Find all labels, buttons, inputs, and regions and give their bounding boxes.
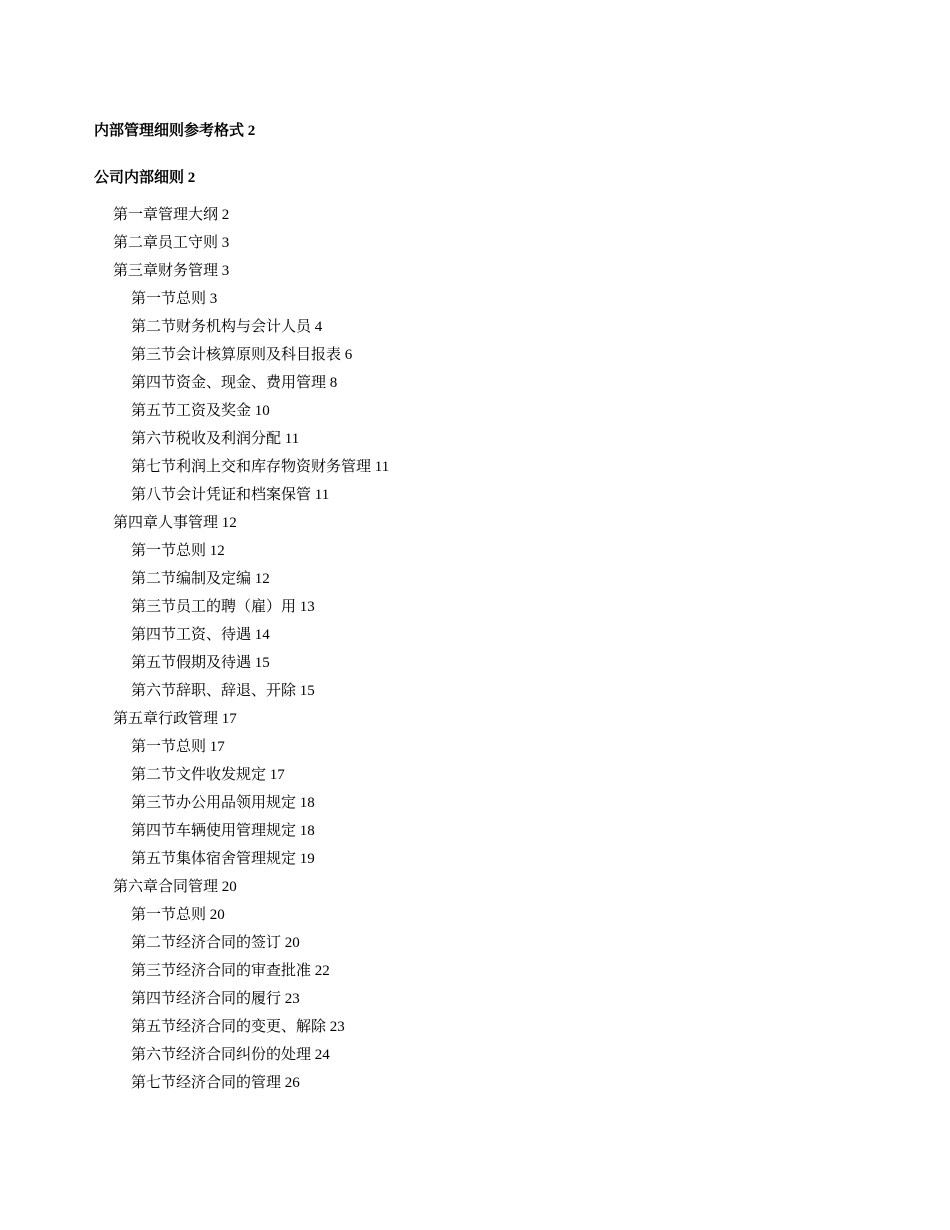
toc-section-entry[interactable]: 第七节利润上交和库存物资财务管理 11 [131, 459, 390, 475]
toc-section-entry[interactable]: 第七节经济合同的管理 26 [131, 1075, 300, 1091]
toc-section-entry[interactable]: 第二节文件收发规定 17 [131, 767, 285, 783]
toc-section-entry[interactable]: 第八节会计凭证和档案保管 11 [131, 487, 330, 503]
toc-chapter-entry[interactable]: 第二章员工守则 3 [113, 235, 230, 251]
toc-section-entry[interactable]: 第一节总则 20 [131, 907, 225, 923]
toc-section-entry[interactable]: 第三节经济合同的审查批准 22 [131, 963, 330, 979]
toc-section-entry[interactable]: 第六节辞职、辞退、开除 15 [131, 683, 315, 699]
toc-section-entry[interactable]: 第一节总则 3 [131, 291, 218, 307]
toc-section-entry[interactable]: 第六节经济合同纠份的处理 24 [131, 1047, 330, 1063]
toc-heading-management-rules-format[interactable]: 内部管理细则参考格式 2 [94, 123, 256, 139]
toc-chapter-entry[interactable]: 第六章合同管理 20 [113, 879, 237, 895]
toc-section-entry[interactable]: 第一节总则 17 [131, 739, 225, 755]
toc-section-entry[interactable]: 第三节员工的聘（雇）用 13 [131, 599, 315, 615]
toc-section-entry[interactable]: 第五节假期及待遇 15 [131, 655, 270, 671]
toc-chapter-entry[interactable]: 第一章管理大纲 2 [113, 207, 230, 223]
table-of-contents [0, 204, 950, 1100]
toc-chapter-entry[interactable]: 第四章人事管理 12 [113, 515, 237, 531]
toc-section-entry[interactable]: 第五节集体宿舍管理规定 19 [131, 851, 315, 867]
toc-section-entry[interactable]: 第四节经济合同的履行 23 [131, 991, 300, 1007]
toc-section-entry[interactable]: 第三节会计核算原则及科目报表 6 [131, 347, 353, 363]
toc-section-entry[interactable]: 第五节经济合同的变更、解除 23 [131, 1019, 345, 1035]
toc-section-entry[interactable]: 第二节经济合同的签订 20 [131, 935, 300, 951]
toc-section-entry[interactable]: 第四节车辆使用管理规定 18 [131, 823, 315, 839]
toc-chapter-entry[interactable]: 第三章财务管理 3 [113, 263, 230, 279]
toc-section-entry[interactable]: 第六节税收及利润分配 11 [131, 431, 300, 447]
toc-section-entry[interactable]: 第二节编制及定编 12 [131, 571, 270, 587]
toc-section-entry[interactable]: 第四节工资、待遇 14 [131, 627, 270, 643]
toc-section-entry[interactable]: 第二节财务机构与会计人员 4 [131, 319, 323, 335]
toc-section-entry[interactable]: 第五节工资及奖金 10 [131, 403, 270, 419]
toc-section-entry[interactable]: 第三节办公用品领用规定 18 [131, 795, 315, 811]
toc-section-entry[interactable]: 第四节资金、现金、费用管理 8 [131, 375, 338, 391]
toc-heading-company-internal-rules[interactable]: 公司内部细则 2 [94, 170, 196, 186]
toc-chapter-entry[interactable]: 第五章行政管理 17 [113, 711, 237, 727]
toc-section-entry[interactable]: 第一节总则 12 [131, 543, 225, 559]
